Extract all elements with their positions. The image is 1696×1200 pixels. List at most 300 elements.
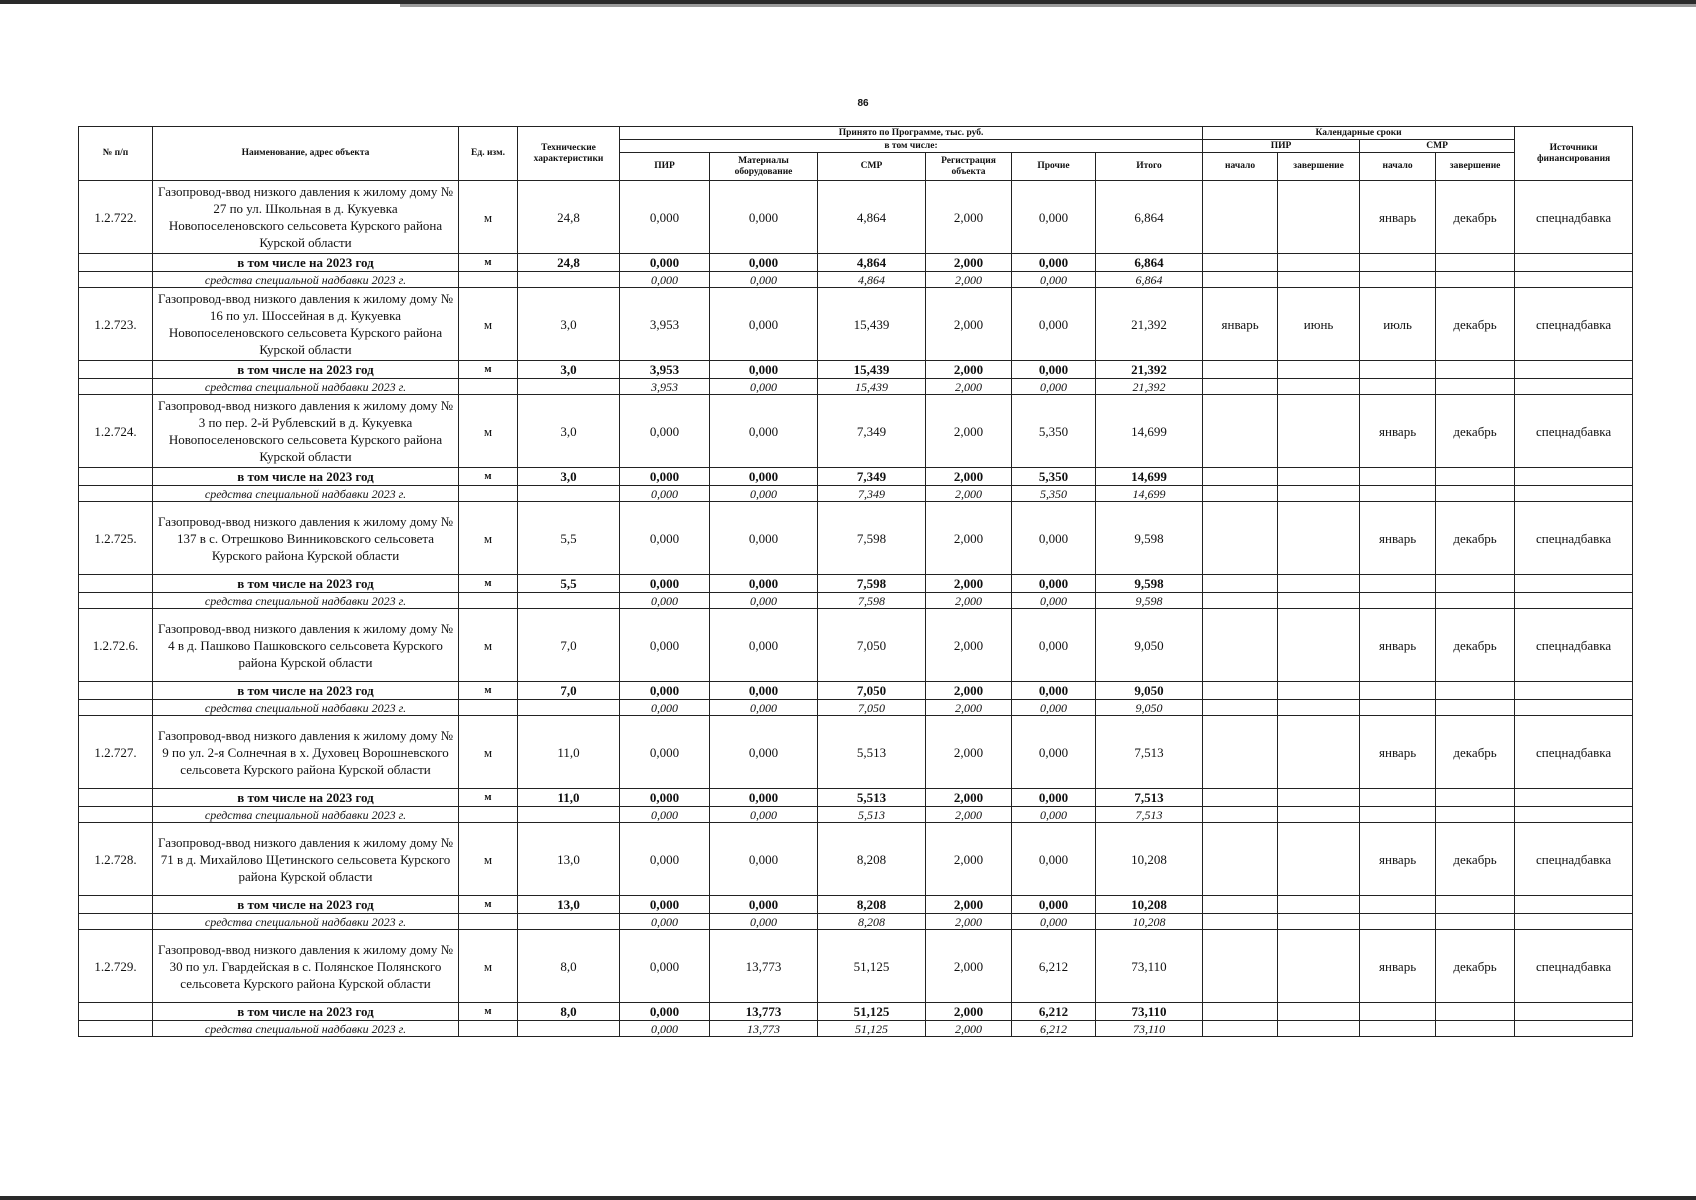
source-row — [79, 914, 1633, 930]
subtotal-tech: 3,0 — [518, 361, 620, 379]
source-empty-cell — [1203, 700, 1278, 716]
subtotal-materials: 0,000 — [710, 896, 818, 914]
source-label: средства специальной надбавки 2023 г. — [153, 486, 459, 502]
header-pir-start: начало — [1203, 153, 1278, 181]
source-empty-cell — [1360, 379, 1436, 395]
subtotal-empty-cell — [1278, 254, 1360, 272]
subtotal-label: в том числе на 2023 год — [153, 789, 459, 807]
subtotal-label: в том числе на 2023 год — [153, 575, 459, 593]
subtotal-empty-cell — [1278, 1003, 1360, 1021]
header-cal-pir: ПИР — [1203, 140, 1360, 153]
smr-end-cell: декабрь — [1436, 716, 1515, 789]
source-materials: 0,000 — [710, 807, 818, 823]
source-total: 6,864 — [1096, 272, 1203, 288]
subtotal-unit: м — [459, 254, 518, 272]
subtotal-pir: 0,000 — [620, 1003, 710, 1021]
pir-start-cell — [1203, 181, 1278, 254]
unit-cell: м — [459, 395, 518, 468]
source-empty-no — [79, 1021, 153, 1037]
source-registration: 2,000 — [926, 486, 1012, 502]
source-materials: 0,000 — [710, 379, 818, 395]
tech-cell: 24,8 — [518, 181, 620, 254]
smr-end-cell: декабрь — [1436, 181, 1515, 254]
smr-cell: 5,513 — [818, 716, 926, 789]
subtotal-total: 6,864 — [1096, 254, 1203, 272]
registration-cell: 2,000 — [926, 609, 1012, 682]
subtotal-smr: 15,439 — [818, 361, 926, 379]
source-empty-tech — [518, 486, 620, 502]
source-empty-cell — [1360, 486, 1436, 502]
materials-cell: 0,000 — [710, 716, 818, 789]
row-number: 1.2.725. — [79, 502, 153, 575]
header-smr-start: начало — [1360, 153, 1436, 181]
pir-start-cell — [1203, 502, 1278, 575]
source-registration: 2,000 — [926, 593, 1012, 609]
source-empty-unit — [459, 700, 518, 716]
tech-cell: 3,0 — [518, 288, 620, 361]
subtotal-label: в том числе на 2023 год — [153, 1003, 459, 1021]
subtotal-pir: 0,000 — [620, 896, 710, 914]
tech-cell: 13,0 — [518, 823, 620, 896]
source-empty-cell — [1515, 272, 1633, 288]
other-cell: 5,350 — [1012, 395, 1096, 468]
source-pir: 0,000 — [620, 1021, 710, 1037]
row-number: 1.2.723. — [79, 288, 153, 361]
total-cell: 14,699 — [1096, 395, 1203, 468]
subtotal-total: 9,598 — [1096, 575, 1203, 593]
subtotal-empty-no — [79, 254, 153, 272]
source-empty-unit — [459, 486, 518, 502]
source-empty-cell — [1203, 1021, 1278, 1037]
subtotal-row — [79, 1003, 1633, 1021]
subtotal-label: в том числе на 2023 год — [153, 896, 459, 914]
source-empty-cell — [1515, 486, 1633, 502]
registration-cell: 2,000 — [926, 823, 1012, 896]
smr-end-cell: декабрь — [1436, 823, 1515, 896]
source-empty-cell — [1203, 486, 1278, 502]
source-empty-tech — [518, 700, 620, 716]
subtotal-unit: м — [459, 896, 518, 914]
pir-start-cell: январь — [1203, 288, 1278, 361]
tech-cell: 7,0 — [518, 609, 620, 682]
subtotal-registration: 2,000 — [926, 896, 1012, 914]
subtotal-empty-cell — [1436, 1003, 1515, 1021]
registration-cell: 2,000 — [926, 288, 1012, 361]
subtotal-smr: 5,513 — [818, 789, 926, 807]
subtotal-registration: 2,000 — [926, 682, 1012, 700]
source-row — [79, 379, 1633, 395]
source-empty-cell — [1203, 379, 1278, 395]
smr-cell: 15,439 — [818, 288, 926, 361]
pir-end-cell — [1278, 930, 1360, 1003]
source-label: средства специальной надбавки 2023 г. — [153, 379, 459, 395]
source-empty-tech — [518, 272, 620, 288]
other-cell: 6,212 — [1012, 930, 1096, 1003]
subtotal-empty-cell — [1278, 789, 1360, 807]
source-empty-cell — [1360, 1021, 1436, 1037]
registration-cell: 2,000 — [926, 716, 1012, 789]
subtotal-label: в том числе на 2023 год — [153, 254, 459, 272]
subtotal-other: 0,000 — [1012, 789, 1096, 807]
subtotal-empty-cell — [1515, 575, 1633, 593]
tech-cell: 5,5 — [518, 502, 620, 575]
total-cell: 9,598 — [1096, 502, 1203, 575]
subtotal-row — [79, 254, 1633, 272]
total-cell: 9,050 — [1096, 609, 1203, 682]
total-cell: 7,513 — [1096, 716, 1203, 789]
source-other: 6,212 — [1012, 1021, 1096, 1037]
smr-start-cell: январь — [1360, 395, 1436, 468]
subtotal-empty-cell — [1515, 361, 1633, 379]
source-registration: 2,000 — [926, 379, 1012, 395]
source-empty-no — [79, 272, 153, 288]
source-smr: 5,513 — [818, 807, 926, 823]
source-pir: 0,000 — [620, 700, 710, 716]
subtotal-total: 9,050 — [1096, 682, 1203, 700]
unit-cell: м — [459, 502, 518, 575]
subtotal-other: 0,000 — [1012, 896, 1096, 914]
smr-end-cell: декабрь — [1436, 609, 1515, 682]
subtotal-registration: 2,000 — [926, 361, 1012, 379]
scan-bottom-edge — [0, 1196, 1696, 1200]
source-cell: спецнадбавка — [1515, 395, 1633, 468]
subtotal-tech: 3,0 — [518, 468, 620, 486]
header-program-group: Принято по Программе, тыс. руб. — [620, 127, 1203, 140]
table-row — [79, 395, 1633, 468]
source-cell: спецнадбавка — [1515, 930, 1633, 1003]
materials-cell: 0,000 — [710, 181, 818, 254]
unit-cell: м — [459, 609, 518, 682]
registration-cell: 2,000 — [926, 181, 1012, 254]
materials-cell: 13,773 — [710, 930, 818, 1003]
pir-end-cell — [1278, 609, 1360, 682]
subtotal-empty-cell — [1278, 361, 1360, 379]
source-empty-cell — [1203, 593, 1278, 609]
subtotal-empty-cell — [1278, 682, 1360, 700]
subtotal-empty-no — [79, 361, 153, 379]
subtotal-smr: 7,050 — [818, 682, 926, 700]
pir-cell: 0,000 — [620, 609, 710, 682]
subtotal-empty-cell — [1360, 468, 1436, 486]
row-number: 1.2.729. — [79, 930, 153, 1003]
subtotal-materials: 0,000 — [710, 682, 818, 700]
source-other: 0,000 — [1012, 379, 1096, 395]
pir-start-cell — [1203, 395, 1278, 468]
subtotal-row — [79, 468, 1633, 486]
source-empty-cell — [1436, 1021, 1515, 1037]
smr-cell: 8,208 — [818, 823, 926, 896]
subtotal-empty-cell — [1278, 575, 1360, 593]
source-empty-no — [79, 700, 153, 716]
subtotal-empty-cell — [1515, 254, 1633, 272]
smr-cell: 7,050 — [818, 609, 926, 682]
source-smr: 51,125 — [818, 1021, 926, 1037]
subtotal-registration: 2,000 — [926, 789, 1012, 807]
object-name: Газопровод-ввод низкого давления к жилому дому № 4 в д. Пашково Пашковского сельсовета Курского района Курской области — [153, 609, 459, 682]
source-smr: 7,349 — [818, 486, 926, 502]
source-empty-cell — [1436, 486, 1515, 502]
source-empty-cell — [1203, 914, 1278, 930]
smr-end-cell: декабрь — [1436, 395, 1515, 468]
subtotal-smr: 7,598 — [818, 575, 926, 593]
subtotal-empty-cell — [1278, 896, 1360, 914]
subtotal-empty-no — [79, 468, 153, 486]
pir-cell: 0,000 — [620, 930, 710, 1003]
subtotal-label: в том числе на 2023 год — [153, 468, 459, 486]
source-empty-cell — [1436, 272, 1515, 288]
source-materials: 0,000 — [710, 593, 818, 609]
subtotal-label: в том числе на 2023 год — [153, 361, 459, 379]
source-empty-cell — [1515, 914, 1633, 930]
subtotal-empty-no — [79, 896, 153, 914]
source-row — [79, 593, 1633, 609]
source-total: 9,050 — [1096, 700, 1203, 716]
subtotal-empty-cell — [1203, 789, 1278, 807]
smr-cell: 7,349 — [818, 395, 926, 468]
source-pir: 0,000 — [620, 486, 710, 502]
subtotal-empty-cell — [1436, 682, 1515, 700]
source-total: 7,513 — [1096, 807, 1203, 823]
header-unit: Ед. изм. — [459, 127, 518, 181]
subtotal-empty-cell — [1360, 1003, 1436, 1021]
header-other: Прочие — [1012, 153, 1096, 181]
smr-start-cell: июль — [1360, 288, 1436, 361]
header-sources: Источники финансирования — [1515, 127, 1633, 181]
registration-cell: 2,000 — [926, 930, 1012, 1003]
source-empty-cell — [1436, 700, 1515, 716]
source-empty-tech — [518, 807, 620, 823]
subtotal-empty-cell — [1436, 361, 1515, 379]
unit-cell: м — [459, 181, 518, 254]
source-empty-cell — [1360, 914, 1436, 930]
source-empty-tech — [518, 593, 620, 609]
subtotal-total: 73,110 — [1096, 1003, 1203, 1021]
subtotal-empty-cell — [1360, 789, 1436, 807]
source-empty-unit — [459, 593, 518, 609]
subtotal-tech: 11,0 — [518, 789, 620, 807]
source-empty-cell — [1360, 593, 1436, 609]
object-name: Газопровод-ввод низкого давления к жилому дому № 137 в с. Отрешково Винниковского сельсовета Курского района Курской области — [153, 502, 459, 575]
header-materials: Материалы оборудование — [710, 153, 818, 181]
subtotal-other: 0,000 — [1012, 682, 1096, 700]
pir-cell: 0,000 — [620, 716, 710, 789]
pir-cell: 0,000 — [620, 181, 710, 254]
source-smr: 8,208 — [818, 914, 926, 930]
subtotal-row — [79, 361, 1633, 379]
subtotal-tech: 5,5 — [518, 575, 620, 593]
subtotal-empty-cell — [1515, 682, 1633, 700]
row-number: 1.2.722. — [79, 181, 153, 254]
source-empty-unit — [459, 379, 518, 395]
source-empty-cell — [1515, 700, 1633, 716]
header-including: в том числе: — [620, 140, 1203, 153]
header-tech: Технические характеристики — [518, 127, 620, 181]
other-cell: 0,000 — [1012, 288, 1096, 361]
subtotal-materials: 0,000 — [710, 575, 818, 593]
smr-start-cell: январь — [1360, 181, 1436, 254]
subtotal-unit: м — [459, 575, 518, 593]
source-pir: 0,000 — [620, 807, 710, 823]
subtotal-total: 10,208 — [1096, 896, 1203, 914]
source-empty-cell — [1515, 1021, 1633, 1037]
subtotal-row — [79, 896, 1633, 914]
subtotal-empty-cell — [1278, 468, 1360, 486]
source-materials: 0,000 — [710, 700, 818, 716]
object-name: Газопровод-ввод низкого давления к жилому дому № 30 по ул. Гвардейская в с. Полянское Полянского сельсовета Курского района Курской области — [153, 930, 459, 1003]
source-empty-tech — [518, 1021, 620, 1037]
subtotal-unit: м — [459, 789, 518, 807]
subtotal-registration: 2,000 — [926, 1003, 1012, 1021]
row-number: 1.2.728. — [79, 823, 153, 896]
source-registration: 2,000 — [926, 272, 1012, 288]
source-empty-cell — [1436, 914, 1515, 930]
source-materials: 0,000 — [710, 272, 818, 288]
source-registration: 2,000 — [926, 1021, 1012, 1037]
source-cell: спецнадбавка — [1515, 288, 1633, 361]
subtotal-empty-cell — [1436, 254, 1515, 272]
table-row — [79, 181, 1633, 254]
subtotal-row — [79, 682, 1633, 700]
object-name: Газопровод-ввод низкого давления к жилому дому № 3 по пер. 2-й Рублевский в д. Кукуевка Новопоселеновского сельсовета Курского района Курской области — [153, 395, 459, 468]
source-cell: спецнадбавка — [1515, 502, 1633, 575]
source-empty-unit — [459, 807, 518, 823]
subtotal-total: 7,513 — [1096, 789, 1203, 807]
source-empty-no — [79, 807, 153, 823]
subtotal-other: 0,000 — [1012, 575, 1096, 593]
subtotal-other: 0,000 — [1012, 361, 1096, 379]
source-empty-no — [79, 593, 153, 609]
source-other: 0,000 — [1012, 807, 1096, 823]
table-row — [79, 609, 1633, 682]
subtotal-materials: 0,000 — [710, 468, 818, 486]
total-cell: 73,110 — [1096, 930, 1203, 1003]
source-other: 0,000 — [1012, 593, 1096, 609]
source-total: 73,110 — [1096, 1021, 1203, 1037]
header-no: № п/п — [79, 127, 153, 181]
subtotal-smr: 51,125 — [818, 1003, 926, 1021]
tech-cell: 3,0 — [518, 395, 620, 468]
source-registration: 2,000 — [926, 914, 1012, 930]
header-pir: ПИР — [620, 153, 710, 181]
pir-start-cell — [1203, 823, 1278, 896]
subtotal-empty-no — [79, 1003, 153, 1021]
source-total: 21,392 — [1096, 379, 1203, 395]
pir-end-cell: июнь — [1278, 288, 1360, 361]
table-row — [79, 716, 1633, 789]
subtotal-smr: 4,864 — [818, 254, 926, 272]
source-empty-no — [79, 379, 153, 395]
pir-end-cell — [1278, 181, 1360, 254]
table-row — [79, 502, 1633, 575]
source-registration: 2,000 — [926, 700, 1012, 716]
subtotal-empty-cell — [1515, 789, 1633, 807]
header-cal-smr: СМР — [1360, 140, 1515, 153]
subtotal-empty-cell — [1515, 1003, 1633, 1021]
total-cell: 6,864 — [1096, 181, 1203, 254]
source-pir: 0,000 — [620, 914, 710, 930]
subtotal-empty-cell — [1203, 682, 1278, 700]
pir-start-cell — [1203, 609, 1278, 682]
subtotal-empty-cell — [1203, 468, 1278, 486]
object-name: Газопровод-ввод низкого давления к жилому дому № 9 по ул. 2-я Солнечная в х. Духовец Ворошневского сельсовета Курского района Курской области — [153, 716, 459, 789]
subtotal-empty-cell — [1360, 682, 1436, 700]
subtotal-pir: 0,000 — [620, 575, 710, 593]
source-empty-tech — [518, 914, 620, 930]
subtotal-tech: 8,0 — [518, 1003, 620, 1021]
header-registration: Регистрация объекта — [926, 153, 1012, 181]
source-other: 0,000 — [1012, 272, 1096, 288]
subtotal-row — [79, 789, 1633, 807]
subtotal-empty-cell — [1436, 896, 1515, 914]
row-number: 1.2.72.6. — [79, 609, 153, 682]
row-number: 1.2.727. — [79, 716, 153, 789]
source-materials: 0,000 — [710, 486, 818, 502]
subtotal-pir: 0,000 — [620, 254, 710, 272]
source-pir: 0,000 — [620, 272, 710, 288]
source-empty-cell — [1278, 807, 1360, 823]
smr-cell: 7,598 — [818, 502, 926, 575]
pir-cell: 0,000 — [620, 502, 710, 575]
subtotal-tech: 24,8 — [518, 254, 620, 272]
subtotal-other: 6,212 — [1012, 1003, 1096, 1021]
materials-cell: 0,000 — [710, 823, 818, 896]
smr-cell: 51,125 — [818, 930, 926, 1003]
source-empty-cell — [1360, 272, 1436, 288]
pir-start-cell — [1203, 716, 1278, 789]
source-label: средства специальной надбавки 2023 г. — [153, 1021, 459, 1037]
source-empty-cell — [1278, 700, 1360, 716]
smr-end-cell: декабрь — [1436, 288, 1515, 361]
subtotal-unit: м — [459, 468, 518, 486]
subtotal-materials: 0,000 — [710, 789, 818, 807]
subtotal-empty-cell — [1515, 468, 1633, 486]
unit-cell: м — [459, 823, 518, 896]
subtotal-empty-no — [79, 682, 153, 700]
smr-end-cell: декабрь — [1436, 930, 1515, 1003]
source-empty-cell — [1278, 272, 1360, 288]
source-label: средства специальной надбавки 2023 г. — [153, 593, 459, 609]
source-row — [79, 807, 1633, 823]
subtotal-total: 21,392 — [1096, 361, 1203, 379]
subtotal-tech: 13,0 — [518, 896, 620, 914]
unit-cell: м — [459, 930, 518, 1003]
source-empty-cell — [1278, 379, 1360, 395]
source-other: 0,000 — [1012, 700, 1096, 716]
table-row — [79, 288, 1633, 361]
source-registration: 2,000 — [926, 807, 1012, 823]
source-materials: 13,773 — [710, 1021, 818, 1037]
subtotal-tech: 7,0 — [518, 682, 620, 700]
pir-end-cell — [1278, 716, 1360, 789]
subtotal-empty-cell — [1436, 468, 1515, 486]
other-cell: 0,000 — [1012, 823, 1096, 896]
subtotal-smr: 7,349 — [818, 468, 926, 486]
subtotal-empty-cell — [1515, 896, 1633, 914]
table-row — [79, 823, 1633, 896]
other-cell: 0,000 — [1012, 716, 1096, 789]
header-total: Итого — [1096, 153, 1203, 181]
source-empty-cell — [1360, 807, 1436, 823]
source-empty-cell — [1278, 914, 1360, 930]
source-label: средства специальной надбавки 2023 г. — [153, 700, 459, 716]
source-empty-no — [79, 914, 153, 930]
smr-start-cell: январь — [1360, 823, 1436, 896]
pir-cell: 0,000 — [620, 823, 710, 896]
subtotal-registration: 2,000 — [926, 254, 1012, 272]
subtotal-registration: 2,000 — [926, 575, 1012, 593]
source-empty-cell — [1278, 593, 1360, 609]
subtotal-materials: 0,000 — [710, 254, 818, 272]
